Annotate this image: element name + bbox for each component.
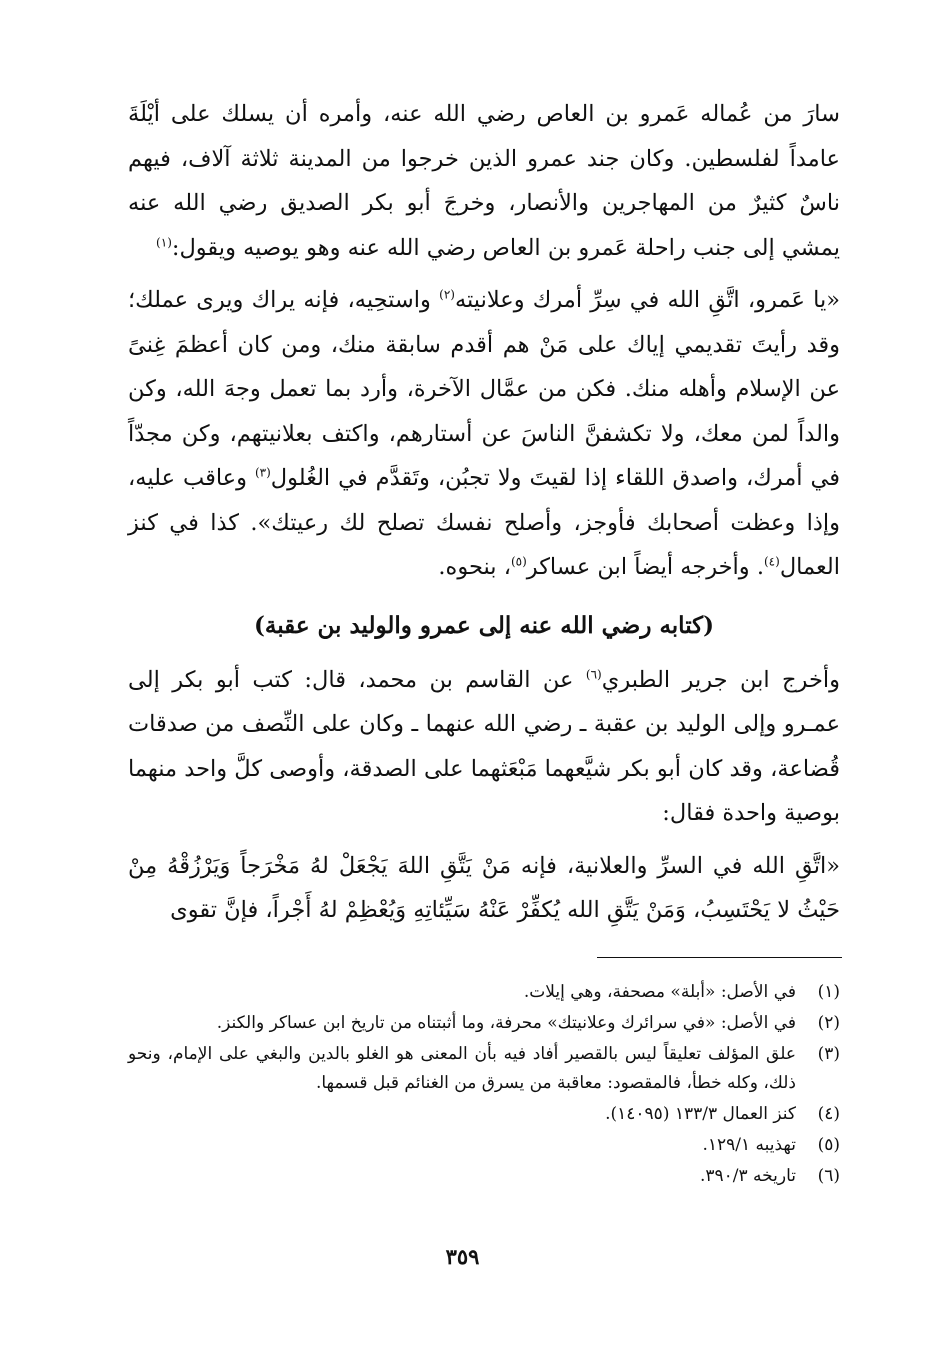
- paragraph-2-part-1: «يا عَمرو، اتَّقِ الله في سِرِّ أمرك وعلانيته: [454, 287, 840, 313]
- footnote-number: (٦): [817, 1166, 840, 1186]
- footnote-ref-3: (٣): [254, 465, 271, 480]
- footnote-ref-2: (٢): [439, 287, 455, 302]
- footnote-item: [128, 1131, 840, 1160]
- footnote-number: (٣): [817, 1044, 840, 1064]
- paragraph-3: [128, 658, 840, 836]
- footnote-number: (٤): [817, 1104, 840, 1124]
- footnote-divider: [597, 957, 842, 958]
- paragraph-2-part-2: واستحِيه، فإنه يراك ويرى عملك؛ وقد رأيتَ تقديمي إياك على مَنْ هم أقدم سابقة منك، ومن كان أعظمَ غِنىً عن الإسلام وأهله منك. فكن من عمَّال الآخرة، وأرد بما تعمل وجهَ الله، وكن والداً لمن معك، ولا تكشفنَّ الناسَ عن أستارهم، واكتف بعلانيتهم، وكن مجدّاً في أمرك، واصدق اللقاء إذا لقيتَ ولا تجبُن، وتَقدَّم في الغُلول: [128, 287, 840, 491]
- footnote-text: تاريخه ٣٩٠/٣.: [699, 1166, 796, 1186]
- footnote-number: (١): [817, 982, 840, 1002]
- main-text: [128, 92, 840, 933]
- footnote-item: [128, 1100, 840, 1129]
- paragraph-4: «اتَّقِ الله في السرِّ والعلانية، فإنه مَنْ يَتَّقِ اللهَ يَجْعَلْ لهُ مَخْرَجاً وَيَرْزُقْهُ مِنْ حَيْثُ لا يَحْتَسِبُ، وَمَنْ يَتَّقِ الله يُكفِّرْ عَنْهُ سَيِّئاتِهِ وَيُعْظِمْ لهُ أَجْراً، فإنَّ تقوى: [128, 852, 840, 923]
- footnote-number: (٥): [817, 1135, 840, 1155]
- paragraph-3-part-1: وأخرج ابن جرير الطبري: [601, 666, 840, 693]
- footnote-ref-4: (٤): [763, 554, 780, 569]
- footnote-ref-5: (٥): [510, 554, 527, 569]
- footnote-text: في الأصل: «في سرائرك وعلانيتك» محرفة، وما أثبتناه من تاريخ ابن عساكر والكنز.: [216, 1013, 796, 1033]
- paragraph-2-part-5: ، بنحوه.: [438, 554, 511, 580]
- footnote-number: (٢): [817, 1013, 840, 1033]
- paragraph-2-part-4: . وأخرجه أيضاً ابن عساكر: [526, 554, 764, 580]
- footnote-ref-6: (٦): [585, 667, 602, 681]
- footnote-ref-1: (١): [156, 235, 172, 249]
- paragraph-1-text: سارَ من عُماله عَمرو بن العاص رضي الله عنه، وأمره أن يسلك على أيْلَةَ عامداً لفلسطين. وكان جند عمرو الذين خرجوا من المدينة ثلاثة آلاف، فيهم ناسٌ كثيرٌ من المهاجرين والأنصار، وخرجَ أبو بكر الصديق رضي الله عنه يمشي إلى جنب راحلة عَمرو بن العاص رضي الله عنه وهو يوصيه ويقول:: [128, 101, 840, 261]
- section-heading: (كتابه رضي الله عنه إلى عمرو والوليد بن عقبة): [254, 611, 714, 639]
- footnote-text: علق المؤلف تعليقاً ليس بالقصير أفاد فيه بأن المعنى هو الغلو بالدين والبغي على الإمام، ونحو ذلك، وكله خطأ، فالمقصود: معاقبة من يسرق من الغنائم قبل قسمها.: [128, 1044, 796, 1093]
- footnote-text: كنز العمال ١٣٣/٣ (١٤٠٩٥).: [605, 1104, 796, 1124]
- footnote-item: [128, 1009, 840, 1038]
- footnote-text: في الأصل: «أبلة» مصحفة، وهي إيلات.: [523, 982, 796, 1002]
- paragraph-2-part-3: وعاقب عليه، وإذا وعظت أصحابك فأوجز، وأصلح نفسك تصلح لك رعيتك». كذا في كنز العمال: [128, 465, 840, 580]
- footnote-item: [128, 1040, 840, 1098]
- footnote-item: [128, 978, 840, 1007]
- paragraph-3-part-2: عن القاسم بن محمد، قال: كتب أبو بكر إلى عمـرو وإلى الوليد بن عقبة ـ رضي الله عنهما ـ وكان على النِّصف من صدقات قُضاعة، وقد كان أبو بكر شيَّعهما مَبْعَثهما على الصدقة، وأوصى كلَّ واحد منهما بوصية واحدة فقال:: [128, 666, 840, 826]
- paragraph-2: [128, 278, 840, 590]
- footnote-text: تهذيبه ١٢٩/١.: [702, 1135, 796, 1155]
- page-number: ٣٥٩: [445, 1244, 480, 1269]
- footnotes: [128, 978, 840, 1193]
- paragraph-1: [128, 92, 840, 270]
- footnote-item: [128, 1162, 840, 1191]
